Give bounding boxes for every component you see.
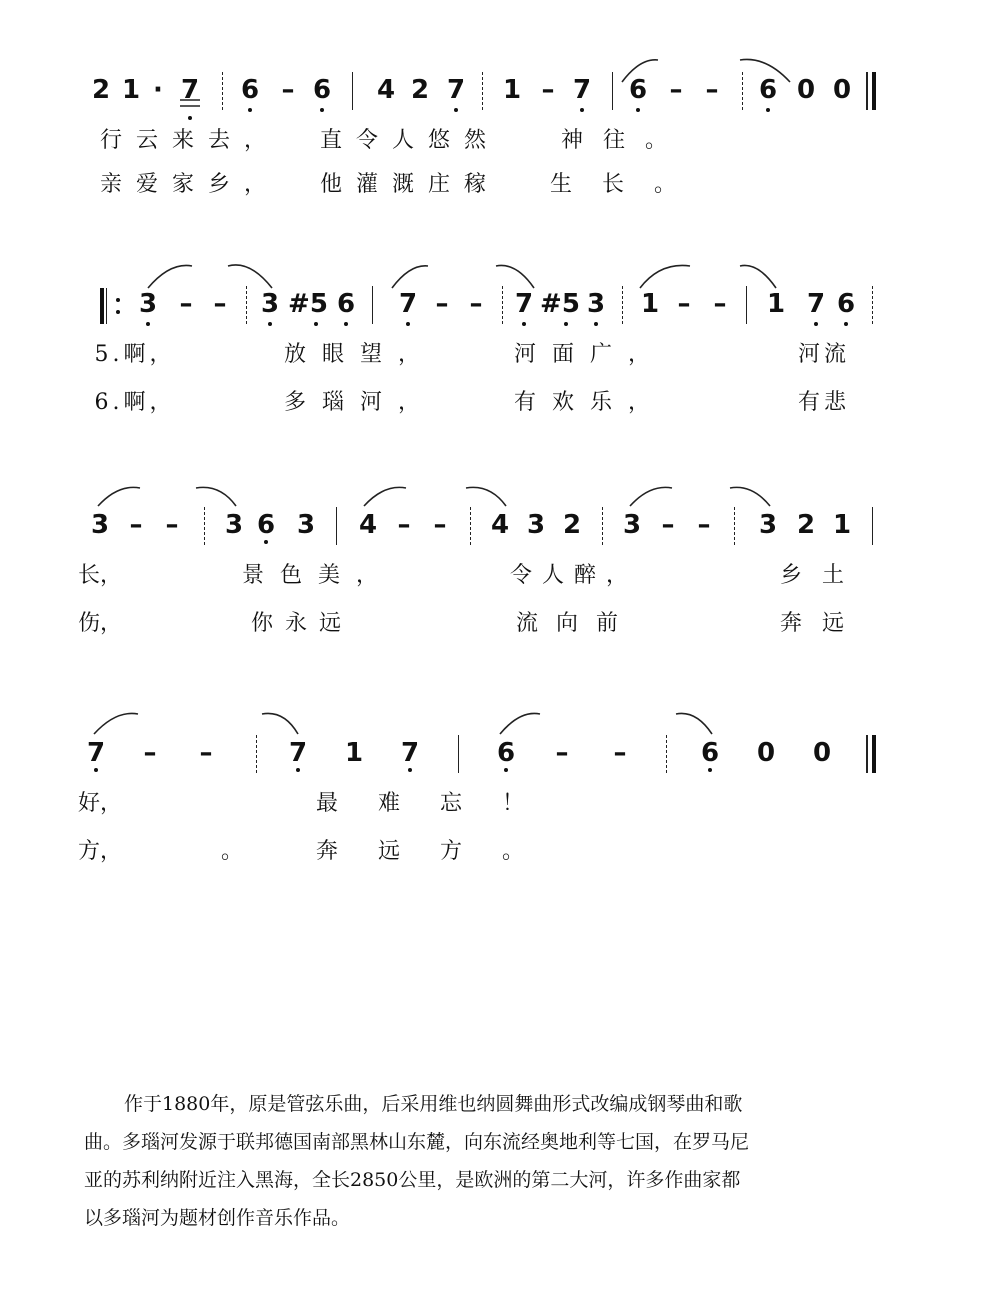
beat-divider xyxy=(246,286,247,324)
slur xyxy=(196,487,236,506)
footnote-line: 作于1880年，原是管弦乐曲，后采用维也纳圆舞曲形式改编成钢琴曲和歌 xyxy=(124,1093,743,1115)
lyric-line-2 xyxy=(0,170,1005,200)
note: 1 xyxy=(640,289,660,319)
barline xyxy=(352,72,353,110)
note: 1 xyxy=(121,75,141,105)
repeat-start-barline xyxy=(100,288,114,324)
dash: – xyxy=(213,289,227,319)
note: 7 xyxy=(400,738,420,768)
beat-divider xyxy=(482,72,483,110)
lyric: 行云来去， xyxy=(99,128,281,153)
note: 7 xyxy=(398,289,418,319)
note: 3 xyxy=(586,289,606,319)
dash: – xyxy=(397,510,411,540)
dash: – xyxy=(713,289,727,319)
notes-row xyxy=(0,733,1005,773)
note: 6 xyxy=(336,289,356,319)
slur xyxy=(500,713,540,734)
dash: – xyxy=(129,510,143,540)
lyric: 令人醉， xyxy=(509,563,639,588)
dash: – xyxy=(677,289,691,319)
dash: – xyxy=(165,510,179,540)
lyric: 神往。 xyxy=(560,128,688,153)
dash: – xyxy=(555,738,569,768)
note: 3 xyxy=(526,510,546,540)
note: 7 xyxy=(86,738,106,768)
note: 7 xyxy=(572,75,592,105)
footnote-line: 亚的苏利纳附近注入黑海，全长2850公里，是欧洲的第二大河，许多作曲家都 xyxy=(84,1169,741,1191)
slur xyxy=(364,487,406,506)
beat-divider xyxy=(204,507,205,545)
dash: – xyxy=(541,75,555,105)
note: 4 xyxy=(490,510,510,540)
dot: · xyxy=(153,75,163,105)
dash: – xyxy=(199,738,213,768)
slur xyxy=(98,487,140,506)
notes-row xyxy=(0,505,1005,545)
lyric-line-2 xyxy=(0,609,1005,639)
note: #5 xyxy=(540,289,580,319)
beat-divider xyxy=(470,507,471,545)
note: 6 xyxy=(836,289,856,319)
beat-divider xyxy=(742,72,743,110)
dash: – xyxy=(705,75,719,105)
slur xyxy=(466,487,506,506)
lyric-line-1 xyxy=(0,561,1005,591)
slur xyxy=(676,713,712,734)
slur xyxy=(262,713,298,734)
slur xyxy=(630,487,672,506)
beat-divider xyxy=(734,507,735,545)
note: 4 xyxy=(358,510,378,540)
lyric: 河面广， xyxy=(513,342,667,367)
notes-row xyxy=(0,70,1005,110)
barline xyxy=(458,735,459,773)
lyric-line-1 xyxy=(0,126,1005,156)
note: 1 xyxy=(832,510,852,540)
note: 6 xyxy=(628,75,648,105)
note: 2 xyxy=(796,510,816,540)
note: 1 xyxy=(344,738,364,768)
note: 3 xyxy=(758,510,778,540)
beat-divider xyxy=(666,735,667,773)
lyric: 有悲 xyxy=(797,390,851,415)
lyric: 奔远 xyxy=(779,611,865,636)
beat-divider xyxy=(502,286,503,324)
footnote-line: 以多瑙河为题材创作音乐作品。 xyxy=(84,1207,351,1229)
barline xyxy=(336,507,337,545)
lyric: 河流 xyxy=(797,342,851,367)
lyric: 生长。 xyxy=(549,172,707,197)
lyric: 伤， xyxy=(77,611,123,636)
note: 3 xyxy=(138,289,158,319)
lyric: 最难忘！ xyxy=(315,791,565,816)
lyric-line-1 xyxy=(0,340,1005,370)
dash: – xyxy=(143,738,157,768)
note: 6 xyxy=(312,75,332,105)
dash: – xyxy=(661,510,675,540)
lyric: 乡土 xyxy=(779,563,865,588)
footnote-paragraph xyxy=(84,1085,904,1237)
barline xyxy=(872,507,873,545)
beat-divider xyxy=(256,735,257,773)
lyric: 你永远 xyxy=(250,611,354,636)
barline xyxy=(372,286,373,324)
note: 3 xyxy=(622,510,642,540)
lyric: 放眼望， xyxy=(283,342,437,367)
note: 7 xyxy=(446,75,466,105)
lyric: 方， xyxy=(77,839,123,864)
dash: – xyxy=(435,289,449,319)
beat-divider xyxy=(872,286,873,324)
note: 3 xyxy=(224,510,244,540)
note: 3 xyxy=(90,510,110,540)
note: 6 xyxy=(240,75,260,105)
dash: – xyxy=(433,510,447,540)
rest: 0 xyxy=(756,738,776,768)
lyric: 他灌溉庄稼 xyxy=(319,172,501,197)
notes-row xyxy=(0,284,1005,324)
note: 3 xyxy=(260,289,280,319)
lyric: 亲爱家乡， xyxy=(99,172,281,197)
lyric: 奔远方。 xyxy=(315,839,565,864)
slur xyxy=(730,487,770,506)
lyric-line-1 xyxy=(0,789,1005,819)
note: #5 xyxy=(288,289,328,319)
note: 7 xyxy=(288,738,308,768)
dash: – xyxy=(179,289,193,319)
note: 7 xyxy=(806,289,826,319)
rest: 0 xyxy=(812,738,832,768)
lyric: 有欢乐， xyxy=(513,390,667,415)
note: 2 xyxy=(562,510,582,540)
note: 3 xyxy=(296,510,316,540)
dash: – xyxy=(669,75,683,105)
note: 4 xyxy=(376,75,396,105)
slur xyxy=(94,713,138,734)
lyric: 直令人悠然 xyxy=(319,128,501,153)
lyric: 6.啊， xyxy=(94,390,176,415)
dash: – xyxy=(697,510,711,540)
lyric-line-2 xyxy=(0,388,1005,418)
lyric: 多瑙河， xyxy=(283,390,437,415)
lyric: 。 xyxy=(220,839,244,864)
note: 7 xyxy=(180,75,200,105)
final-barline xyxy=(866,735,868,773)
dash: – xyxy=(613,738,627,768)
note: 6 xyxy=(700,738,720,768)
rest: 0 xyxy=(796,75,816,105)
note: 2 xyxy=(91,75,111,105)
lyric: 好， xyxy=(77,791,123,816)
lyric: 5.啊， xyxy=(94,342,176,367)
beat-divider xyxy=(222,72,223,110)
barline xyxy=(746,286,747,324)
note: 6 xyxy=(496,738,516,768)
footnote-line: 曲。多瑙河发源于联邦德国南部黑林山东麓，向东流经奥地利等七国，在罗马尼 xyxy=(84,1131,750,1153)
lyric: 长， xyxy=(77,563,123,588)
beat-divider xyxy=(622,286,623,324)
lyric: 景色美， xyxy=(241,563,395,588)
note: 2 xyxy=(410,75,430,105)
beat-divider xyxy=(602,507,603,545)
repeat-end-barline xyxy=(866,72,868,110)
note: 6 xyxy=(256,510,276,540)
lyric: 流向前 xyxy=(515,611,637,636)
note: 1 xyxy=(502,75,522,105)
dash: – xyxy=(469,289,483,319)
lyric-line-2 xyxy=(0,837,1005,867)
rest: 0 xyxy=(832,75,852,105)
note: 6 xyxy=(758,75,778,105)
note: 7 xyxy=(514,289,534,319)
note: 1 xyxy=(766,289,786,319)
dash: – xyxy=(281,75,295,105)
barline xyxy=(612,72,613,110)
